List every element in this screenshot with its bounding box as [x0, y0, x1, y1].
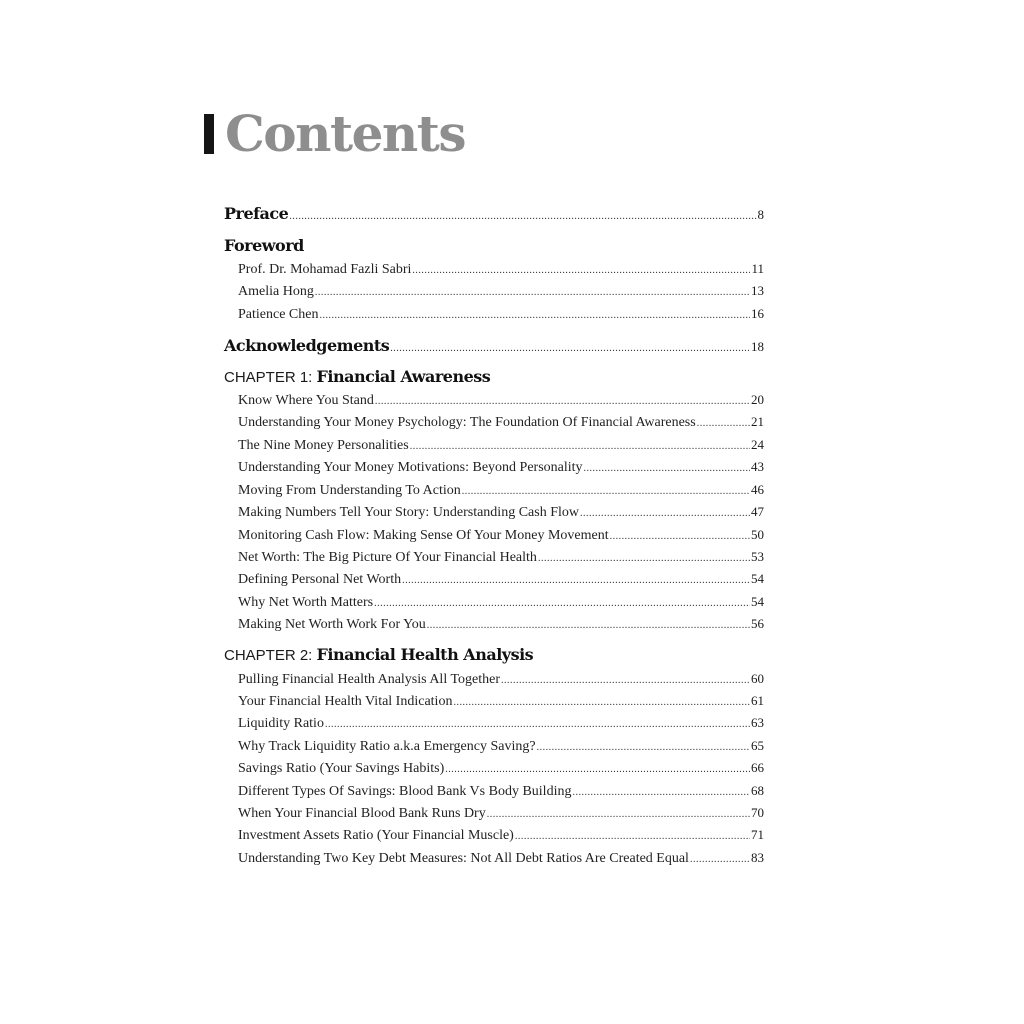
toc-entry-label: Making Net Worth Work For You	[238, 617, 426, 632]
toc-entry-label: Net Worth: The Big Picture Of Your Financial Health	[238, 550, 537, 565]
toc-entry-page: 83	[751, 850, 764, 865]
toc-subentry[interactable]	[224, 693, 764, 710]
toc-entry-label: Prof. Dr. Mohamad Fazli Sabri	[238, 262, 412, 277]
toc-entry-page: 71	[751, 827, 764, 842]
toc-subentry[interactable]	[224, 527, 764, 544]
title-accent-bar	[204, 114, 214, 154]
toc-entry-page: 68	[751, 783, 764, 798]
toc-entry-label: Foreword	[224, 236, 304, 255]
toc-entry-foreword[interactable]	[224, 236, 764, 255]
dot-leader	[501, 675, 750, 686]
toc-entry-label: Your Financial Health Vital Indication	[238, 694, 453, 709]
toc-subentry[interactable]	[224, 283, 764, 300]
chapter-2-heading[interactable]	[224, 645, 533, 665]
toc-subentry[interactable]	[224, 414, 764, 431]
dot-leader	[572, 787, 750, 798]
dot-leader	[487, 809, 750, 820]
toc-subentry[interactable]	[224, 459, 764, 476]
page-title: Contents	[225, 104, 466, 163]
dot-leader	[325, 719, 750, 730]
toc-subentry[interactable]	[224, 671, 764, 688]
toc-entry-label: Understanding Your Money Psychology: The Foundation Of Financial Awareness	[238, 415, 696, 430]
dot-leader	[445, 764, 750, 775]
toc-entry-page: 8	[757, 207, 764, 222]
toc-entry-page: 54	[751, 594, 764, 609]
dot-leader	[610, 531, 750, 542]
toc-subentry[interactable]	[224, 571, 764, 588]
dot-leader	[315, 287, 750, 298]
dot-leader	[580, 508, 750, 519]
toc-entry-acknowledgements[interactable]	[224, 336, 764, 355]
toc-entry-label: Investment Assets Ratio (Your Financial Muscle)	[238, 828, 514, 843]
toc-entry-label: Moving From Understanding To Action	[238, 483, 461, 498]
toc-subentry[interactable]	[224, 594, 764, 611]
toc-entry-label: Defining Personal Net Worth	[238, 572, 402, 587]
toc-entry-page: 70	[751, 805, 764, 820]
toc-subentry[interactable]	[224, 261, 764, 278]
dot-leader	[537, 742, 750, 753]
toc-subentry[interactable]	[224, 850, 764, 867]
toc-entry-label: Understanding Your Money Motivations: Beyond Personality	[238, 460, 583, 475]
toc-entry-page: 53	[751, 549, 764, 564]
toc-entry-page: 20	[751, 392, 764, 407]
toc-subentry[interactable]	[224, 549, 764, 566]
dot-leader	[390, 343, 750, 354]
toc-entry-label: Savings Ratio (Your Savings Habits)	[238, 761, 445, 776]
dot-leader	[410, 441, 750, 452]
dot-leader	[462, 486, 750, 497]
toc-entry-label: Pulling Financial Health Analysis All Together	[238, 672, 501, 687]
toc-entry-label: Liquidity Ratio	[238, 716, 324, 731]
dot-leader	[538, 553, 750, 564]
dot-leader	[319, 310, 750, 321]
toc-entry-page: 11	[751, 261, 764, 276]
toc-entry-label: Why Net Worth Matters	[238, 595, 374, 610]
toc-entry-page: 65	[751, 738, 764, 753]
toc-subentry[interactable]	[224, 437, 764, 454]
toc-entry-label: Monitoring Cash Flow: Making Sense Of Your Money Movement	[238, 528, 609, 543]
dot-leader	[697, 418, 750, 429]
toc-entry-label: Acknowledgements	[224, 336, 390, 355]
toc-subentry[interactable]	[224, 392, 764, 409]
toc-entry-page: 50	[751, 527, 764, 542]
toc-entry-page: 16	[751, 306, 764, 321]
toc-entry-label: The Nine Money Personalities	[238, 438, 409, 453]
toc-entry-page: 46	[751, 482, 764, 497]
toc-entry-page: 66	[751, 760, 764, 775]
dot-leader	[289, 211, 756, 222]
toc-entry-page: 47	[751, 504, 764, 519]
toc-entry-page: 61	[751, 693, 764, 708]
toc-entry-label: Know Where You Stand	[238, 393, 374, 408]
toc-subentry[interactable]	[224, 616, 764, 633]
dot-leader	[453, 697, 750, 708]
dot-leader	[515, 831, 750, 842]
toc-subentry[interactable]	[224, 715, 764, 732]
toc-entry-page: 63	[751, 715, 764, 730]
toc-entry-label: Amelia Hong	[238, 284, 314, 299]
dot-leader	[690, 854, 750, 865]
dot-leader	[412, 265, 750, 276]
toc-entry-page: 60	[751, 671, 764, 686]
chapter-1-heading[interactable]	[224, 367, 490, 387]
toc-entry-page: 24	[751, 437, 764, 452]
toc-entry-label: Different Types Of Savings: Blood Bank Vs Body Building	[238, 784, 572, 799]
toc-subentry[interactable]	[224, 738, 764, 755]
toc-subentry[interactable]	[224, 760, 764, 777]
toc-entry-page: 21	[751, 414, 764, 429]
chapter-title: Financial Awareness	[316, 367, 491, 386]
toc-entry-label: Understanding Two Key Debt Measures: Not All Debt Ratios Are Created Equal	[238, 851, 689, 866]
toc-entry-page: 56	[751, 616, 764, 631]
toc-subentry[interactable]	[224, 783, 764, 800]
toc-subentry[interactable]	[224, 805, 764, 822]
chapter-prefix: CHAPTER 2:	[224, 647, 317, 664]
dot-leader	[427, 620, 750, 631]
toc-entry-page: 18	[751, 339, 764, 354]
title-block	[204, 104, 465, 164]
toc-entry-label: Patience Chen	[238, 307, 319, 322]
toc-entry-label: Preface	[224, 204, 289, 223]
dot-leader	[375, 396, 750, 407]
toc-entry-label: Making Numbers Tell Your Story: Understanding Cash Flow	[238, 505, 579, 520]
toc-entry-preface[interactable]	[224, 204, 764, 223]
toc-entry-label: When Your Financial Blood Bank Runs Dry	[238, 806, 486, 821]
toc-subentry[interactable]	[224, 504, 764, 521]
chapter-title: Financial Health Analysis	[316, 645, 534, 664]
dot-leader	[374, 598, 750, 609]
toc-entry-page: 43	[751, 459, 764, 474]
toc-subentry[interactable]	[224, 482, 764, 499]
chapter-prefix: CHAPTER 1:	[224, 369, 317, 386]
toc-entry-page: 54	[751, 571, 764, 586]
toc-subentry[interactable]	[224, 306, 764, 323]
toc-entry-label: Why Track Liquidity Ratio a.k.a Emergency Saving?	[238, 739, 536, 754]
toc-entry-page: 13	[751, 283, 764, 298]
dot-leader	[402, 575, 750, 586]
dot-leader	[584, 463, 750, 474]
toc-subentry[interactable]	[224, 827, 764, 844]
